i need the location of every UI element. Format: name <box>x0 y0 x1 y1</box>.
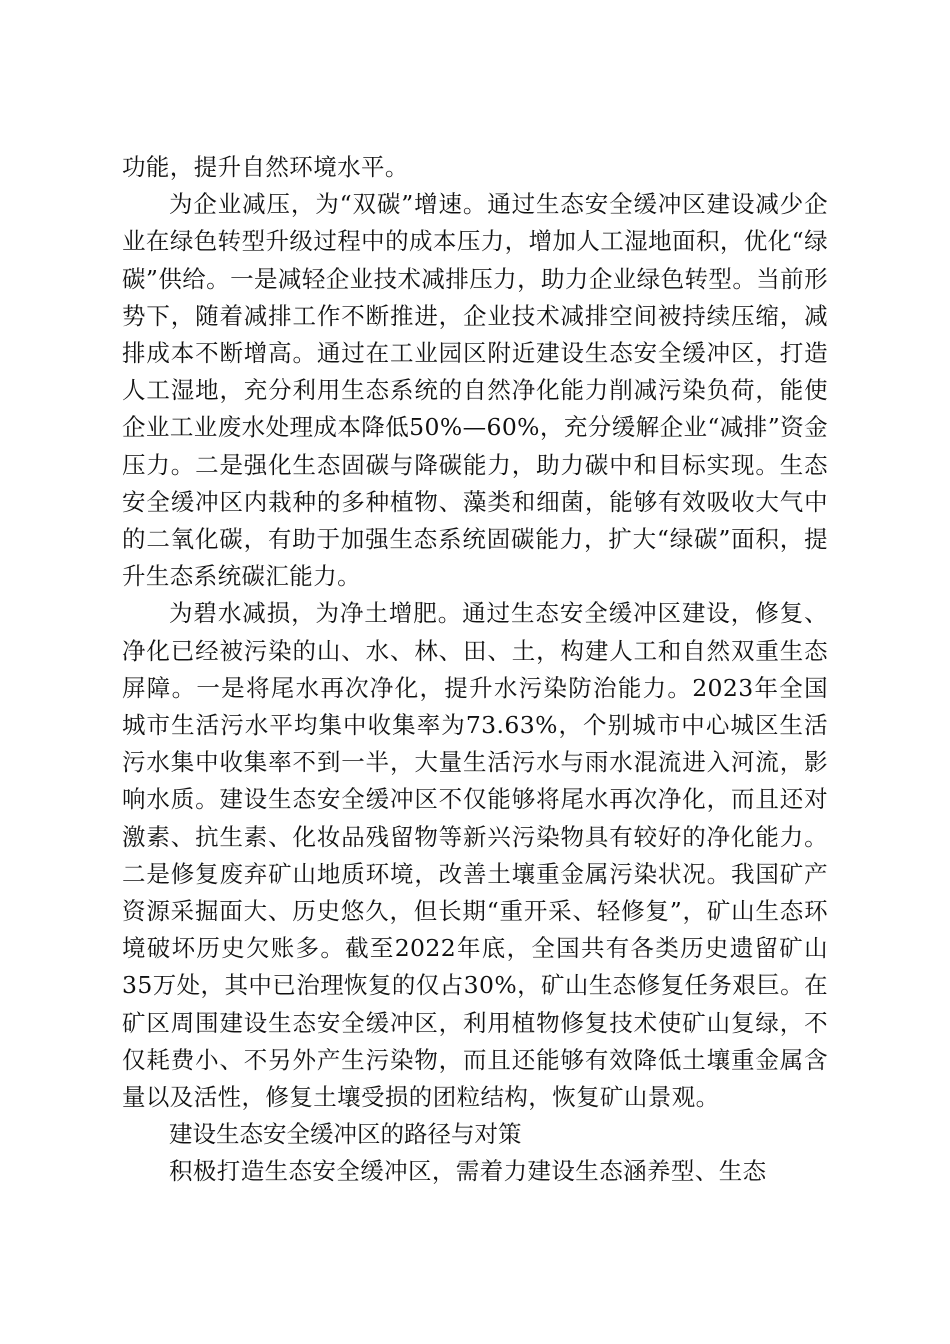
paragraph-continuation: 功能，提升自然环境水平。 <box>122 153 409 181</box>
section-heading: 建设生态安全缓冲区的路径与对策 <box>169 1120 522 1149</box>
document-body <box>122 149 828 1191</box>
paragraph-enterprise-carbon: 为企业减压，为“双碳”增速。通过生态安全缓冲区建设减少企业在绿色转型升级过程中的成本压力，增加人工湿地面积，优化“绿碳”供给。一是减轻企业技术减排压力，助力企业绿色转型。当前形势下，随着减排工作不断推进，企业技术减排空间被持续压缩，减排成本不断增高。通过在工业园区附近建设生态安全缓冲区，打造人工湿地，充分利用生态系统的自然净化能力削减污染负荷，能使企业工业废水处理成本降低50%—60%，充分缓解企业“减排”资金压力。二是强化生态固碳与降碳能力，助力碳中和目标实现。生态安全缓冲区内栽种的多种植物、藻类和细菌，能够有效吸收大气中的二氧化碳，有助于加强生态系统固碳能力，扩大“绿碳”面积，提升生态系统碳汇能力。 <box>122 190 828 591</box>
paragraph-path-intro: 积极打造生态安全缓冲区，需着力建设生态涵养型、生态 <box>169 1157 767 1186</box>
paragraph-water-soil: 为碧水减损，为净土增肥。通过生态安全缓冲区建设，修复、净化已经被污染的山、水、林、田、土，构建人工和自然双重生态屏障。一是将尾水再次净化，提升水污染防治能力。2023年全国城市生活污水平均集中收集率为73.63%，个别城市中心城区生活污水集中收集率不到一半，大量生活污水与雨水混流进入河流，影响水质。建设生态安全缓冲区不仅能够将尾水再次净化，而且还对激素、抗生素、化妆品残留物等新兴污染物具有较好的净化能力。二是修复废弃矿山地质环境，改善土壤重金属污染状况。我国矿产资源采掘面大、历史悠久，但长期“重开采、轻修复”，矿山生态环境破坏历史欠账多。截至2022年底，全国共有各类历史遗留矿山35万处，其中已治理恢复的仅占30%，矿山生态修复任务艰巨。在矿区周围建设生态安全缓冲区，利用植物修复技术使矿山复绿，不仅耗费小、不另外产生污染物，而且还能够有效降低土壤重金属含量以及活性，修复土壤受损的团粒结构，恢复矿山景观。 <box>122 599 828 1112</box>
